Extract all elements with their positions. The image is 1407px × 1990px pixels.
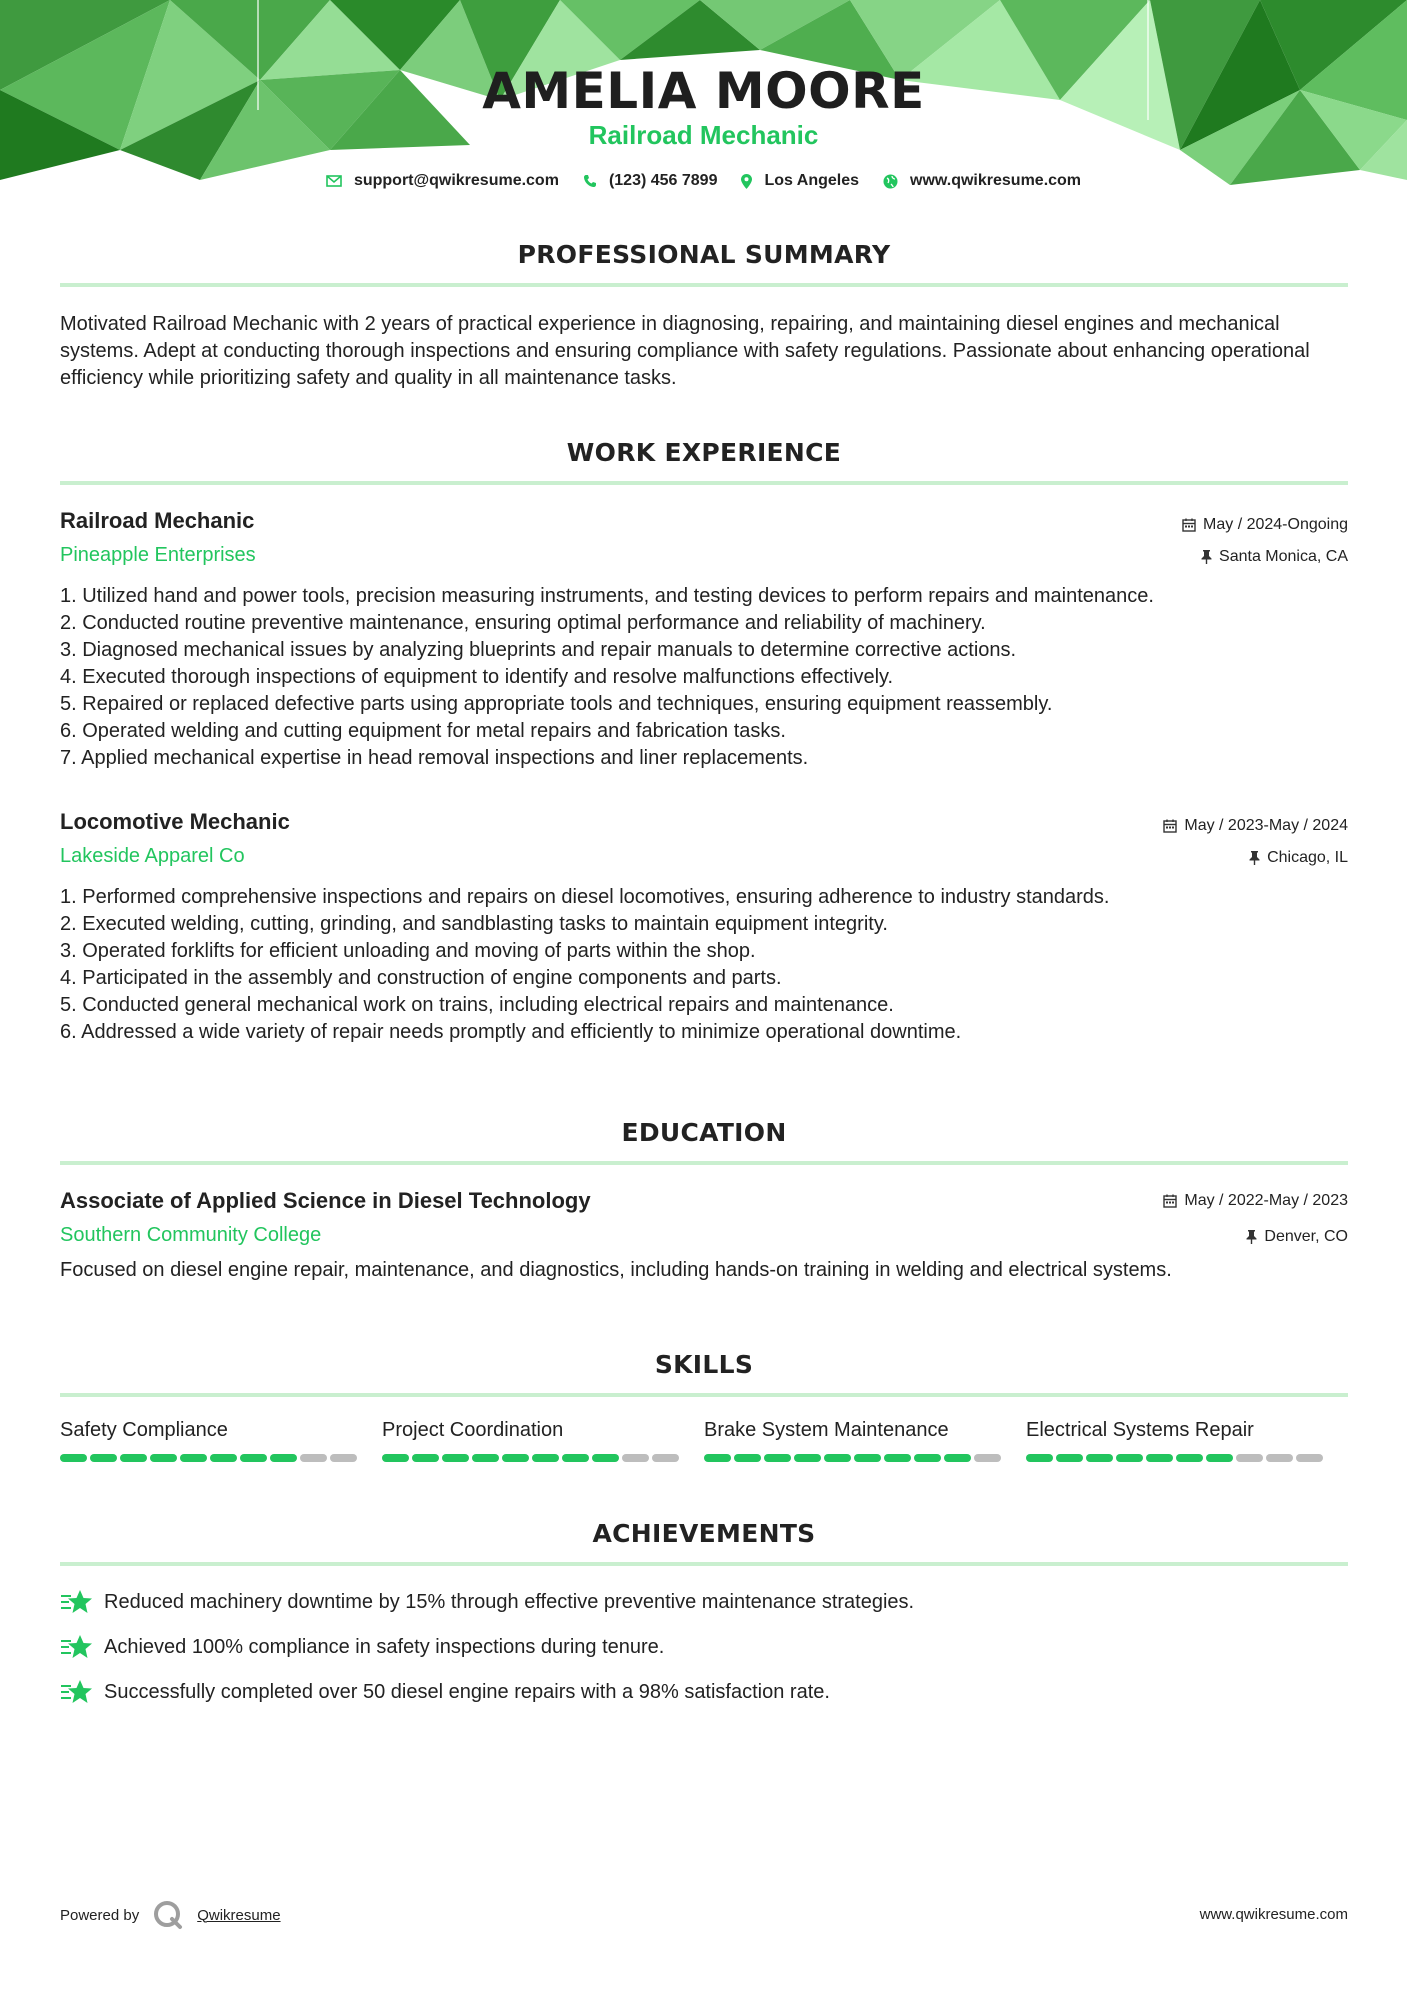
skill-level-segment: [592, 1454, 619, 1462]
section-divider: [60, 1562, 1348, 1566]
calendar-icon: [1163, 819, 1177, 833]
achievements-section: [60, 1519, 1348, 1706]
list-item: 4. Executed thorough inspections of equipment to identify and resolve malfunctions effectively.: [60, 666, 894, 688]
skill-level-segment: [854, 1454, 881, 1462]
skill-item: [704, 1419, 1026, 1462]
skill-level-segment: [1116, 1454, 1143, 1462]
list-item: 4. Participated in the assembly and construction of engine components and parts.: [60, 967, 782, 989]
skill-item: [382, 1419, 704, 1462]
skills-section: [60, 1350, 1348, 1462]
achievement-text: Achieved 100% compliance in safety inspections during tenure.: [104, 1635, 665, 1658]
skill-level-bar: [60, 1454, 382, 1462]
contact-phone[interactable]: [583, 172, 718, 190]
skill-level-segment: [824, 1454, 851, 1462]
skill-level-segment: [1146, 1454, 1173, 1462]
pushpin-icon: [1246, 1230, 1257, 1244]
job-location: Chicago, IL: [1267, 849, 1348, 866]
skill-level-segment: [1026, 1454, 1053, 1462]
brand-link[interactable]: Qwikresume: [197, 1906, 281, 1924]
skill-level-segment: [1236, 1454, 1263, 1462]
list-item: 5. Repaired or replaced defective parts using appropriate tools and techniques, ensuring equipment reassembly.: [60, 693, 1053, 715]
skill-level-segment: [704, 1454, 731, 1462]
list-item: 5. Conducted general mechanical work on trains, including electrical repairs and maintenance.: [60, 994, 894, 1016]
skill-level-segment: [1176, 1454, 1203, 1462]
company-name: Pineapple Enterprises: [60, 544, 256, 566]
footer-powered-by: [60, 1900, 281, 1930]
section-divider: [60, 1161, 1348, 1165]
location-pin-icon: [741, 174, 752, 189]
experience-heading: WORK EXPERIENCE: [566, 438, 842, 467]
skill-level-segment: [944, 1454, 971, 1462]
summary-heading: PROFESSIONAL SUMMARY: [517, 240, 891, 269]
education-entry: [60, 1188, 1348, 1284]
skill-level-segment: [1086, 1454, 1113, 1462]
school-name: Southern Community College: [60, 1224, 322, 1246]
job-title: Railroad Mechanic: [60, 508, 255, 533]
section-divider: [60, 481, 1348, 485]
skill-level-segment: [210, 1454, 237, 1462]
skill-level-segment: [562, 1454, 589, 1462]
skill-level-segment: [150, 1454, 177, 1462]
star-achievement-icon: [60, 1678, 94, 1706]
skill-level-segment: [1206, 1454, 1233, 1462]
skill-level-segment: [412, 1454, 439, 1462]
skill-name: Safety Compliance: [60, 1419, 228, 1441]
powered-by-label: Powered by: [60, 1906, 140, 1924]
skill-level-segment: [974, 1454, 1001, 1462]
skill-item: [1026, 1419, 1348, 1462]
skill-level-bar: [1026, 1454, 1348, 1462]
skills-heading: SKILLS: [654, 1350, 754, 1379]
contact-email[interactable]: [326, 172, 559, 190]
contact-location: [741, 172, 859, 190]
education-description: Focused on diesel engine repair, maintenance, and diagnostics, including hands-on training in welding and electrical systems.: [60, 1259, 1172, 1281]
education-dates: May / 2022-May / 2023: [1184, 1192, 1348, 1209]
candidate-title: Railroad Mechanic: [588, 120, 819, 150]
skill-level-segment: [240, 1454, 267, 1462]
achievements-heading: ACHIEVEMENTS: [592, 1519, 816, 1548]
star-achievement-icon: [60, 1633, 94, 1661]
calendar-icon: [1182, 518, 1196, 532]
calendar-icon: [1163, 1194, 1177, 1208]
star-achievement-icon: [60, 1588, 94, 1616]
contact-email-text: support@qwikresume.com: [353, 172, 559, 189]
skill-level-segment: [90, 1454, 117, 1462]
achievement-text: Reduced machinery downtime by 15% through effective preventive maintenance strategies.: [104, 1590, 915, 1613]
envelope-icon: [326, 175, 342, 187]
skill-level-segment: [120, 1454, 147, 1462]
skill-level-segment: [382, 1454, 409, 1462]
contact-location-text: Los Angeles: [764, 172, 860, 189]
skill-level-segment: [1266, 1454, 1293, 1462]
pushpin-icon: [1249, 851, 1260, 865]
list-item: 1. Utilized hand and power tools, precision measuring instruments, and testing devices to perform repairs and maintenance.: [60, 585, 1154, 607]
list-item: 1. Performed comprehensive inspections and repairs on diesel locomotives, ensuring adherence to industry standards.: [60, 886, 1110, 908]
skill-level-segment: [330, 1454, 357, 1462]
list-item: 6. Operated welding and cutting equipment for metal repairs and fabrication tasks.: [60, 720, 786, 742]
skill-level-segment: [502, 1454, 529, 1462]
skill-level-segment: [270, 1454, 297, 1462]
skill-item: [60, 1419, 382, 1462]
skill-level-segment: [472, 1454, 499, 1462]
list-item: 2. Conducted routine preventive maintenance, ensuring optimal performance and reliability of machinery.: [60, 612, 986, 634]
list-item: 2. Executed welding, cutting, grinding, and sandblasting tasks to maintain equipment integrity.: [60, 913, 888, 935]
job-entry: [60, 508, 1348, 772]
company-name: Lakeside Apparel Co: [60, 845, 245, 867]
degree-title: Associate of Applied Science in Diesel Technology: [60, 1188, 591, 1213]
skill-level-segment: [884, 1454, 911, 1462]
job-duties-list: [60, 583, 1348, 772]
achievement-text: Successfully completed over 50 diesel engine repairs with a 98% satisfaction rate.: [104, 1680, 830, 1703]
skill-level-segment: [914, 1454, 941, 1462]
skill-name: Brake System Maintenance: [704, 1419, 949, 1441]
skill-level-segment: [794, 1454, 821, 1462]
phone-icon: [583, 174, 597, 188]
skill-level-segment: [622, 1454, 649, 1462]
experience-section: [60, 438, 1348, 485]
education-heading: EDUCATION: [621, 1118, 787, 1147]
job-entry: [60, 809, 1348, 1046]
job-title: Locomotive Mechanic: [60, 809, 290, 834]
job-dates: May / 2024-Ongoing: [1203, 516, 1348, 533]
education-section: [60, 1118, 1348, 1165]
achievement-item: [60, 1633, 1348, 1661]
education-location: Denver, CO: [1264, 1228, 1348, 1245]
globe-icon: [883, 174, 898, 189]
skill-level-bar: [382, 1454, 704, 1462]
contact-bar: [0, 172, 1407, 190]
contact-website-text: www.qwikresume.com: [910, 172, 1082, 189]
skill-level-segment: [652, 1454, 679, 1462]
skill-level-segment: [60, 1454, 87, 1462]
skill-level-segment: [300, 1454, 327, 1462]
skill-level-segment: [764, 1454, 791, 1462]
qwikresume-logo-icon: [153, 1900, 183, 1930]
achievement-item: [60, 1678, 1348, 1706]
list-item: 3. Diagnosed mechanical issues by analyzing blueprints and repair manuals to determine corrective actions.: [60, 639, 1017, 661]
section-divider: [60, 283, 1348, 287]
skill-level-segment: [1296, 1454, 1323, 1462]
achievement-item: [60, 1588, 1348, 1616]
job-dates: May / 2023-May / 2024: [1184, 817, 1348, 834]
skill-level-bar: [704, 1454, 1026, 1462]
section-divider: [60, 1393, 1348, 1397]
skill-level-segment: [1056, 1454, 1083, 1462]
footer-url[interactable]: www.qwikresume.com: [1199, 1906, 1348, 1923]
skill-name: Project Coordination: [382, 1419, 564, 1441]
contact-phone-text: (123) 456 7899: [608, 172, 718, 189]
list-item: 3. Operated forklifts for efficient unloading and moving of parts within the shop.: [60, 940, 756, 962]
summary-section: [60, 240, 1348, 392]
skill-level-segment: [442, 1454, 469, 1462]
skill-level-segment: [180, 1454, 207, 1462]
pushpin-icon: [1201, 550, 1212, 564]
contact-website[interactable]: [883, 172, 1081, 190]
skill-level-segment: [734, 1454, 761, 1462]
job-duties-list: [60, 884, 1348, 1046]
summary-text: Motivated Railroad Mechanic with 2 years of practical experience in diagnosing, repairing, and maintaining diesel engines and mechanical systems. Adept at conducting thorough inspections and ensuring compliance with safety regulations. Passionate about enhancing operational efficiency while prioritizing safety and quality in all maintenance tasks.: [60, 313, 1310, 389]
list-item: 7. Applied mechanical expertise in head removal inspections and liner replacements.: [60, 747, 809, 769]
list-item: 6. Addressed a wide variety of repair needs promptly and efficiently to minimize operational downtime.: [60, 1021, 962, 1043]
job-location: Santa Monica, CA: [1219, 548, 1348, 565]
candidate-name: AMELIA MOORE: [482, 62, 925, 120]
skill-name: Electrical Systems Repair: [1026, 1419, 1254, 1441]
skill-level-segment: [532, 1454, 559, 1462]
